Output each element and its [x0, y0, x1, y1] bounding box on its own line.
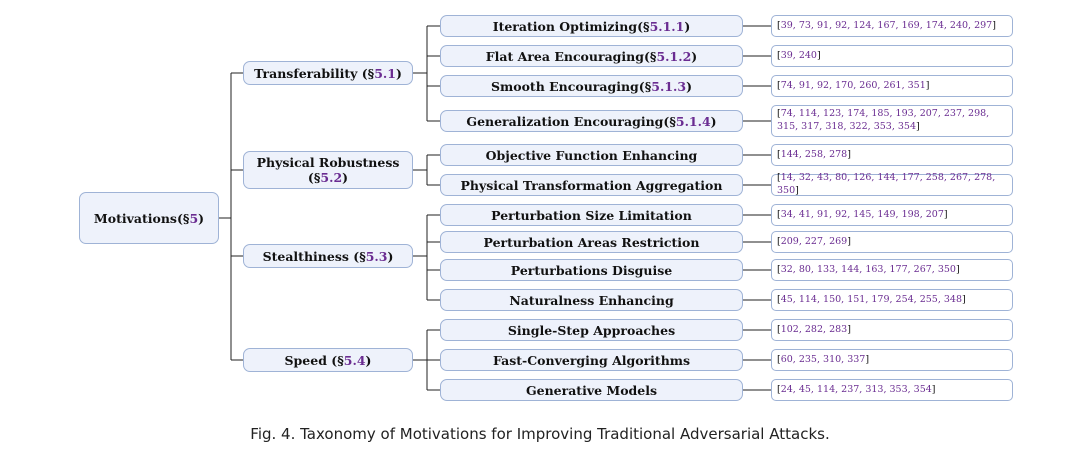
leaf-label: Iteration Optimizing — [492, 18, 638, 34]
category-node-speed — [243, 348, 413, 372]
bracket-close: ] — [925, 79, 930, 91]
bracket-open: [ — [777, 235, 781, 247]
category-section-open: ( — [307, 170, 314, 185]
reference-list — [771, 45, 1013, 67]
category-label: Speed — [284, 352, 327, 368]
reference-list — [771, 204, 1013, 226]
leaf-label: Generalization Encouraging — [466, 113, 664, 129]
leaf-node-physical-transformation-aggregation — [440, 174, 743, 196]
reference-text — [777, 264, 960, 277]
reference-numbers: 74, 91, 92, 170, 260, 261, 351 — [780, 79, 926, 91]
bracket-close: ] — [847, 323, 851, 335]
reference-text — [777, 172, 1007, 198]
leaf-label: Smooth Encouraging — [491, 78, 639, 94]
leaf-node-smooth-encouraging: Smooth Encouraging ( §5.1.3 ) — [440, 75, 743, 97]
bracket-close: ] — [847, 148, 851, 160]
reference-text — [777, 236, 851, 249]
bracket-open: [ — [777, 108, 781, 120]
reference-numbers: 39, 73, 91, 92, 124, 167, 169, 174, 240, 297 — [780, 19, 993, 31]
leaf-label: Single-Step Approaches — [507, 322, 676, 338]
category-section: §5.1 — [367, 65, 396, 81]
leaf-section: §5.1.3 — [644, 78, 687, 94]
bracket-close: ] — [962, 293, 966, 305]
reference-numbers: 60, 235, 310, 337 — [780, 353, 866, 365]
reference-text — [777, 354, 869, 367]
bracket-open: [ — [777, 323, 781, 335]
bracket-open: [ — [777, 19, 781, 31]
bracket-open: [ — [777, 172, 781, 184]
leaf-section: §5.1.1 — [643, 18, 685, 34]
reference-numbers: 209, 227, 269 — [780, 235, 848, 247]
leaf-node-generative-models — [440, 379, 743, 401]
reference-list — [771, 75, 1013, 97]
leaf-node-single-step-approaches — [440, 319, 743, 341]
reference-list — [771, 15, 1013, 37]
reference-text — [777, 209, 948, 222]
leaf-label: Naturalness Enhancing — [509, 292, 674, 308]
root-node-motivations: Motivations ( §5 ) — [79, 192, 219, 244]
leaf-node-naturalness-enhancing — [440, 289, 743, 311]
reference-list — [771, 259, 1013, 281]
reference-numbers: 14, 32, 43, 80, 126, 144, 177, 258, 267, 278, 350 — [777, 172, 996, 196]
leaf-node-perturbations-disguise — [440, 259, 743, 281]
leaf-label: Physical Transformation Aggregation — [460, 177, 723, 193]
leaf-section: §5.1.2 — [649, 48, 692, 64]
bracket-open: [ — [777, 383, 781, 395]
reference-numbers: 74, 114, 123, 174, 185, 193, 207, 237, 298, 315, 317, 318, 322, 353, 354 — [777, 108, 990, 132]
category-node-physical-robustness — [243, 151, 413, 189]
bracket-open: [ — [777, 293, 781, 305]
leaf-node-fast-converging-algorithms — [440, 349, 743, 371]
leaf-node-generalization-encouraging: Generalization Encouraging ( §5.1.4 ) — [440, 110, 743, 132]
reference-text — [777, 149, 851, 162]
reference-text — [777, 80, 929, 93]
reference-text — [777, 50, 821, 63]
bracket-open: [ — [777, 79, 781, 91]
bracket-close: ] — [847, 235, 851, 247]
bracket-open: [ — [777, 263, 781, 275]
category-label: Stealthiness — [262, 248, 349, 264]
leaf-section: §5.1.4 — [669, 113, 711, 129]
bracket-close: ] — [865, 353, 870, 365]
leaf-label: Fast-Converging Algorithms — [492, 352, 691, 368]
reference-text — [777, 384, 936, 397]
bracket-open: [ — [777, 49, 781, 61]
leaf-node-flat-area-encouraging: Flat Area Encouraging ( §5.1.2 ) — [440, 45, 743, 67]
reference-list — [771, 319, 1013, 341]
leaf-node-perturbation-size-limitation — [440, 204, 743, 226]
category-label: Physical Robustness — [256, 155, 400, 170]
bracket-open: [ — [777, 148, 781, 160]
bracket-close: ] — [795, 185, 799, 196]
category-label: Transferability — [254, 65, 358, 81]
category-node-transferability — [243, 61, 413, 85]
leaf-label: Perturbations Disguise — [510, 262, 673, 278]
category-text: Physical Robustness (§5.2) — [256, 155, 400, 185]
reference-list — [771, 144, 1013, 166]
bracket-close: ] — [931, 383, 936, 395]
root-section: §5 — [182, 210, 199, 226]
reference-numbers: 102, 282, 283 — [780, 323, 848, 335]
category-section: §5.2 — [313, 170, 343, 185]
leaf-label: Perturbation Size Limitation — [491, 207, 692, 223]
reference-text — [777, 294, 966, 307]
reference-text — [777, 324, 851, 337]
bracket-close: ] — [992, 19, 996, 31]
bracket-open: [ — [777, 353, 781, 365]
leaf-node-iteration-optimizing: Iteration Optimizing ( §5.1.1 ) — [440, 15, 743, 37]
reference-list — [771, 289, 1013, 311]
root-label: Motivations — [93, 210, 177, 226]
bracket-close: ] — [943, 208, 948, 220]
reference-numbers: 144, 258, 278 — [780, 148, 848, 160]
leaf-label: Objective Function Enhancing — [485, 147, 698, 163]
category-text: Transferability (§5.1) — [254, 65, 402, 81]
reference-numbers: 45, 114, 150, 151, 179, 254, 255, 348 — [780, 293, 963, 305]
reference-numbers: 24, 45, 114, 237, 313, 353, 354 — [780, 383, 932, 395]
leaf-label: Perturbation Areas Restriction — [483, 234, 700, 250]
reference-text — [777, 108, 1007, 134]
bracket-open: [ — [777, 208, 781, 220]
leaf-label: Flat Area Encouraging — [485, 48, 644, 64]
leaf-label: Generative Models — [525, 382, 658, 398]
category-section: §5.3 — [359, 248, 388, 264]
reference-numbers: 32, 80, 133, 144, 163, 177, 267, 350 — [780, 263, 956, 275]
bracket-close: ] — [816, 49, 821, 61]
category-node-stealthiness — [243, 244, 413, 268]
leaf-node-perturbation-areas-restriction — [440, 231, 743, 253]
leaf-node-objective-function-enhancing — [440, 144, 743, 166]
bracket-close: ] — [955, 263, 960, 275]
reference-list — [771, 231, 1013, 253]
category-text: Stealthiness (§5.3) — [262, 248, 394, 264]
reference-numbers: 39, 240 — [780, 49, 817, 61]
reference-list — [771, 174, 1013, 196]
figure-caption: Fig. 4. Taxonomy of Motivations for Improving Traditional Adversarial Attacks. — [250, 425, 830, 443]
category-text: Speed (§5.4) — [284, 352, 372, 368]
bracket-close: ] — [916, 121, 920, 132]
category-section: §5.4 — [337, 352, 366, 368]
reference-numbers: 34, 41, 91, 92, 145, 149, 198, 207 — [780, 208, 944, 220]
reference-list — [771, 379, 1013, 401]
reference-list — [771, 349, 1013, 371]
reference-text — [777, 20, 996, 33]
reference-list — [771, 105, 1013, 137]
